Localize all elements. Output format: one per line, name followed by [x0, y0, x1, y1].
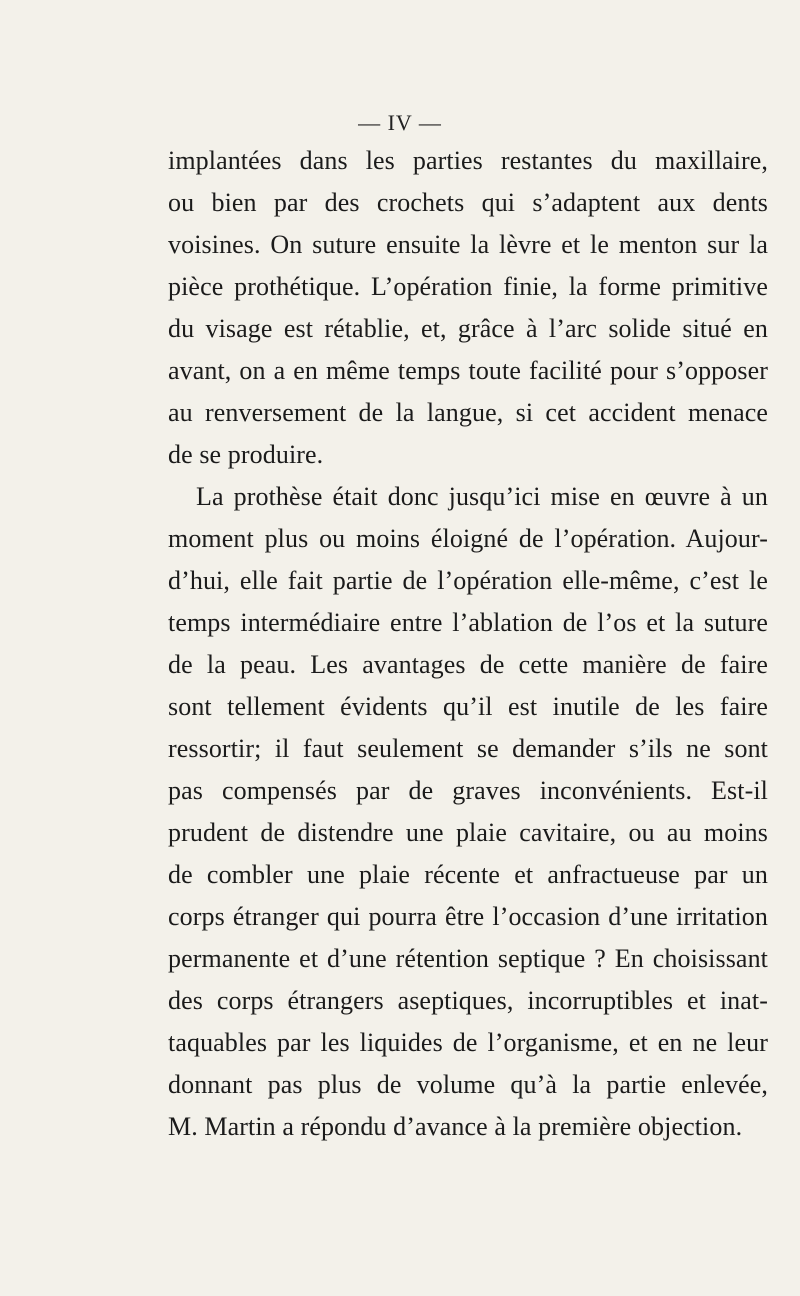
- text-line: La prothèse était donc jusqu’ici mise en œuvre à un: [196, 482, 768, 511]
- text-line: de combler une plaie récente et anfractueuse par un: [168, 860, 768, 889]
- text-line: ou bien par des crochets qui s’adaptent aux dents: [168, 188, 768, 217]
- text-line: temps intermédiaire entre l’ablation de l’os et la suture: [168, 608, 768, 637]
- text-line: ressortir; il faut seulement se demander s’ils ne sont: [168, 734, 768, 763]
- text-line: implantées dans les parties restantes du maxillaire,: [168, 146, 768, 175]
- text-line: de se produire.: [168, 440, 324, 469]
- text-line: du visage est rétablie, et, grâce à l’arc solide situé en: [168, 314, 768, 343]
- text-line: de la peau. Les avantages de cette manière de faire: [168, 650, 768, 679]
- text-line: corps étranger qui pourra être l’occasion d’une irritation: [168, 902, 768, 931]
- text-line: d’hui, elle fait partie de l’opération elle-même, c’est le: [168, 566, 768, 595]
- text-line: avant, on a en même temps toute facilité pour s’opposer: [168, 356, 768, 385]
- text-line: permanente et d’une rétention septique ? En choisissant: [168, 944, 768, 973]
- body-text: [168, 140, 768, 1148]
- text-line: des corps étrangers aseptiques, incorruptibles et inat-: [168, 986, 768, 1015]
- text-line: prudent de distendre une plaie cavitaire, ou au moins: [168, 818, 768, 847]
- page-number: — IV —: [358, 110, 442, 135]
- text-line: moment plus ou moins éloigné de l’opération. Aujour-: [168, 524, 768, 553]
- text-line: taquables par les liquides de l’organisme, et en ne leur: [168, 1028, 768, 1057]
- text-line: donnant pas plus de volume qu’à la partie enlevée,: [168, 1070, 768, 1099]
- text-line: voisines. On suture ensuite la lèvre et le menton sur la: [168, 230, 768, 259]
- text-line: M. Martin a répondu d’avance à la première objection.: [168, 1112, 743, 1141]
- text-line: pièce prothétique. L’opération finie, la forme primitive: [168, 272, 768, 301]
- paragraph-2: [168, 476, 768, 1148]
- text-line: sont tellement évidents qu’il est inutile de les faire: [168, 692, 768, 721]
- paragraph-1: [168, 140, 768, 476]
- text-line: au renversement de la langue, si cet accident menace: [168, 398, 768, 427]
- text-line: pas compensés par de graves inconvénients. Est-il: [168, 776, 768, 805]
